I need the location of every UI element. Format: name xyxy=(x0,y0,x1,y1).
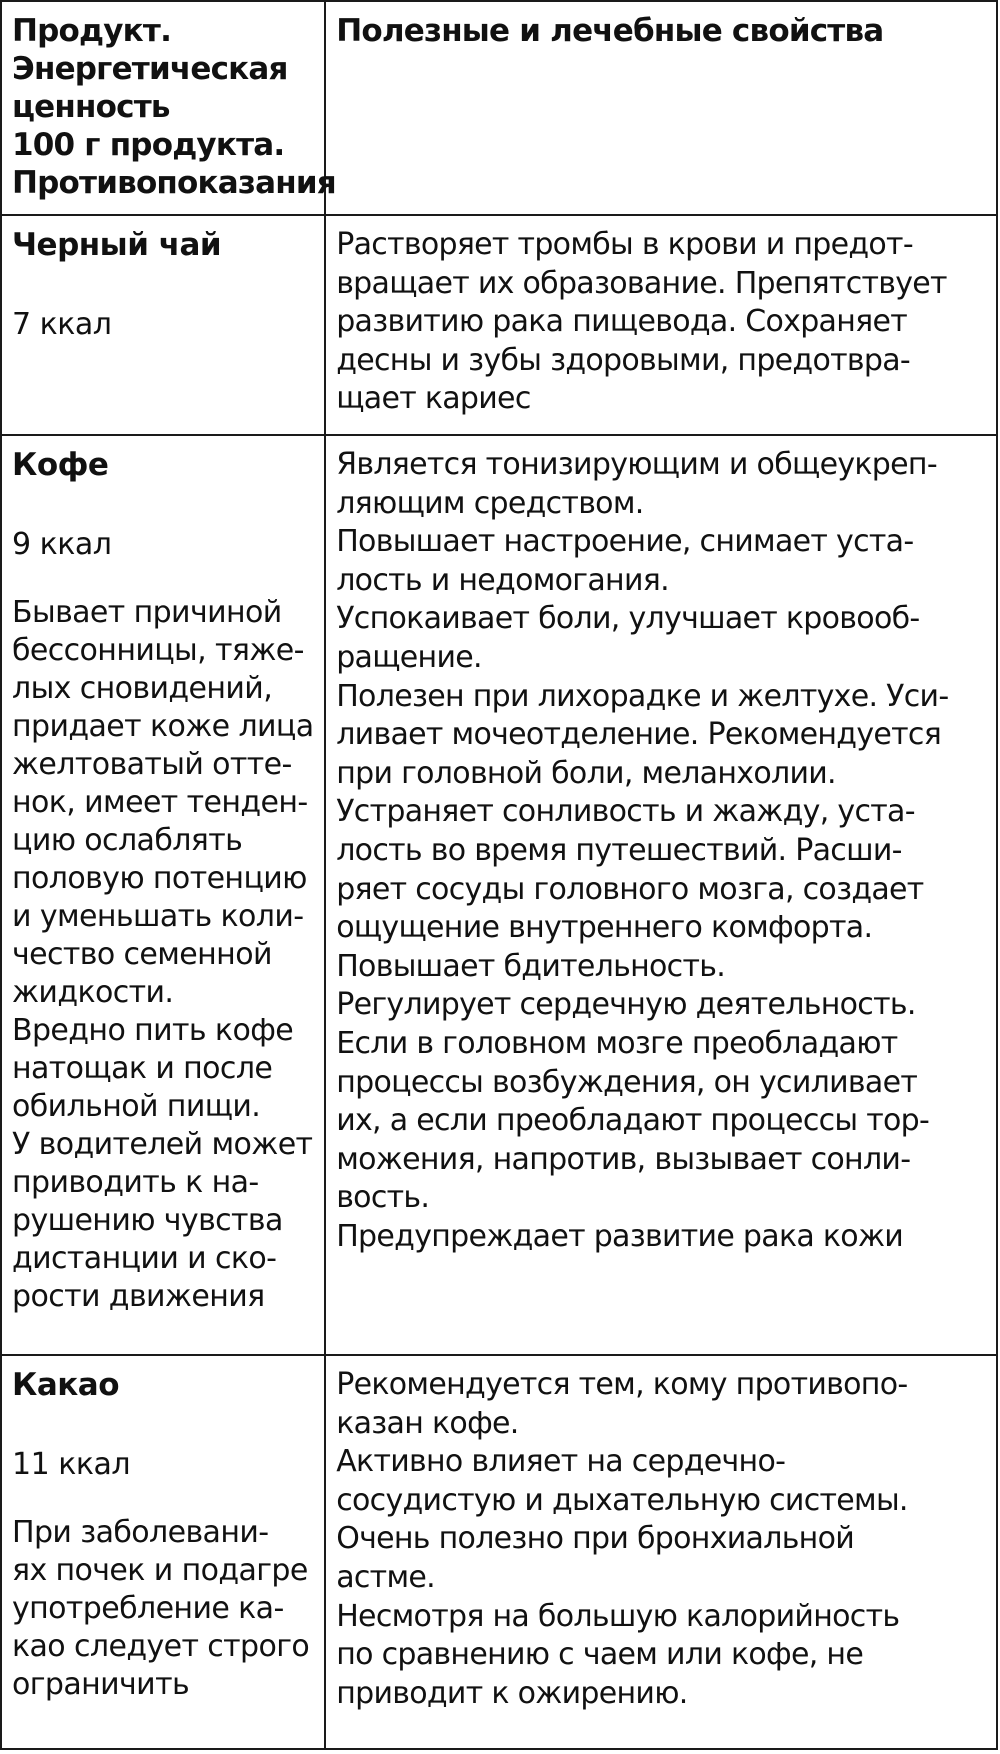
contraindication-line: чество семенной xyxy=(12,937,272,972)
property-line: лость во время путешествий. Расши- xyxy=(336,832,902,868)
properties-cell xyxy=(325,1355,997,1749)
contraindication-line: дистанции и ско- xyxy=(12,1241,277,1276)
product-kcal: 7 ккал xyxy=(12,307,112,342)
contraindication-line: Вредно пить кофе xyxy=(12,1013,294,1048)
property-line: Регулирует сердечную деятельность. xyxy=(336,987,916,1023)
contraindications xyxy=(12,1514,316,1704)
property-line: Если в головном мозге преобладают xyxy=(336,1025,898,1061)
contraindication-line: као следует строго xyxy=(12,1629,310,1664)
table-row-black-tea xyxy=(1,215,997,435)
header-left-line: 100 г продукта. xyxy=(12,127,285,163)
contraindication-line: приводить к на- xyxy=(12,1165,259,1200)
properties-cell xyxy=(325,435,997,1355)
properties-cell xyxy=(325,215,997,435)
header-left-line: Продукт. xyxy=(12,13,172,49)
contraindication-line: ях почек и подагре xyxy=(12,1553,308,1588)
product-kcal: 9 ккал xyxy=(12,527,112,562)
property-line: Растворяет тромбы в крови и предот- xyxy=(336,227,913,262)
header-right-cell xyxy=(325,1,997,215)
property-line: щает кариес xyxy=(336,381,531,417)
property-line: Устраняет сонливость и жажду, уста- xyxy=(336,794,915,830)
contraindication-line: бессонницы, тяже- xyxy=(12,633,304,668)
property-line: вращает их образование. Препятствует xyxy=(336,265,947,301)
property-line: приводит к ожирению. xyxy=(336,1675,688,1711)
contraindication-line: Бывает причиной xyxy=(12,595,282,630)
contraindication-line: цию ослаблять xyxy=(12,823,243,858)
contraindication-line: У водителей может xyxy=(12,1127,313,1162)
property-line: вость. xyxy=(336,1180,430,1216)
product-name: Кофе xyxy=(12,447,109,483)
contraindication-line: натощак и после xyxy=(12,1051,273,1086)
property-line: Предупреждает развитие рака кожи xyxy=(336,1218,904,1254)
contraindication-line: жидкости. xyxy=(12,975,174,1010)
table-header-row xyxy=(1,1,997,215)
contraindication-line: половую потенцию xyxy=(12,861,307,896)
property-line: лость и недомогания. xyxy=(336,562,669,598)
property-line: Успокаивает боли, улучшает кровооб- xyxy=(336,601,920,637)
property-line: Несмотря на большую калорийность xyxy=(336,1598,900,1634)
contraindication-line: ограничить xyxy=(12,1667,190,1702)
property-line: можения, напротив, вызывает сонли- xyxy=(336,1141,911,1177)
property-line: развитию рака пищевода. Сохраняет xyxy=(336,304,908,340)
property-line: Полезен при лихорадке и желтухе. Уси- xyxy=(336,678,949,714)
property-line: Является тонизирующим и общеукреп- xyxy=(336,447,937,482)
property-line: процессы возбуждения, он усиливает xyxy=(336,1064,918,1100)
header-left-cell xyxy=(1,1,336,215)
product-name: Какао xyxy=(12,1367,120,1403)
product-cell xyxy=(1,435,325,1355)
table-row-coffee xyxy=(1,435,997,1355)
contraindication-line: нок, имеет тенден- xyxy=(12,785,308,820)
property-line: Активно влияет на сердечно- xyxy=(336,1444,786,1480)
contraindication-line: употребление ка- xyxy=(12,1591,284,1626)
contraindication-line: При заболевани- xyxy=(12,1515,269,1550)
contraindication-line: рости движения xyxy=(12,1279,265,1314)
contraindications xyxy=(12,594,316,1316)
table-row-cocoa xyxy=(1,1355,997,1749)
contraindication-line: желтоватый отте- xyxy=(12,747,292,782)
property-line: ливает мочеотделение. Рекомендуется xyxy=(336,717,942,753)
contraindication-line: обильной пищи. xyxy=(12,1089,261,1124)
contraindication-line: придает коже лица xyxy=(12,709,314,744)
contraindication-line: рушению чувства xyxy=(12,1203,283,1238)
header-left-line: Энергетическая xyxy=(12,51,288,87)
property-line: Очень полезно при бронхиальной xyxy=(336,1521,855,1557)
product-cell xyxy=(1,1355,325,1749)
property-line: Рекомендуется тем, кому противопо- xyxy=(336,1367,908,1402)
header-left-line: ценность xyxy=(12,89,170,125)
property-line: их, а если преобладают процессы тор- xyxy=(336,1103,930,1139)
header-left-line: Противопоказания xyxy=(12,165,336,201)
product-name: Черный чай xyxy=(12,227,222,263)
property-line: по сравнению с чаем или кофе, не xyxy=(336,1637,864,1673)
property-line: ращение. xyxy=(336,639,482,675)
property-line: ощущение внутреннего комфорта. xyxy=(336,910,873,946)
property-line: Повышает настроение, снимает уста- xyxy=(336,524,914,560)
property-line: сосудистую и дыхательную системы. xyxy=(336,1482,908,1518)
product-kcal: 11 ккал xyxy=(12,1447,131,1482)
property-line: при головной боли, меланхолии. xyxy=(336,755,836,791)
contraindication-line: и уменьшать коли- xyxy=(12,899,304,934)
property-line: Повышает бдительность. xyxy=(336,948,726,984)
property-line: десны и зубы здоровыми, предотвра- xyxy=(336,342,911,378)
product-cell xyxy=(1,215,325,435)
property-line: ряет сосуды головного мозга, создает xyxy=(336,871,924,907)
property-line: астме. xyxy=(336,1559,435,1595)
property-line: ляющим средством. xyxy=(336,485,644,521)
property-line: казан кофе. xyxy=(336,1405,519,1441)
contraindication-line: лых сновидений, xyxy=(12,671,273,706)
header-right-label: Полезные и лечебные свойства xyxy=(336,13,884,49)
